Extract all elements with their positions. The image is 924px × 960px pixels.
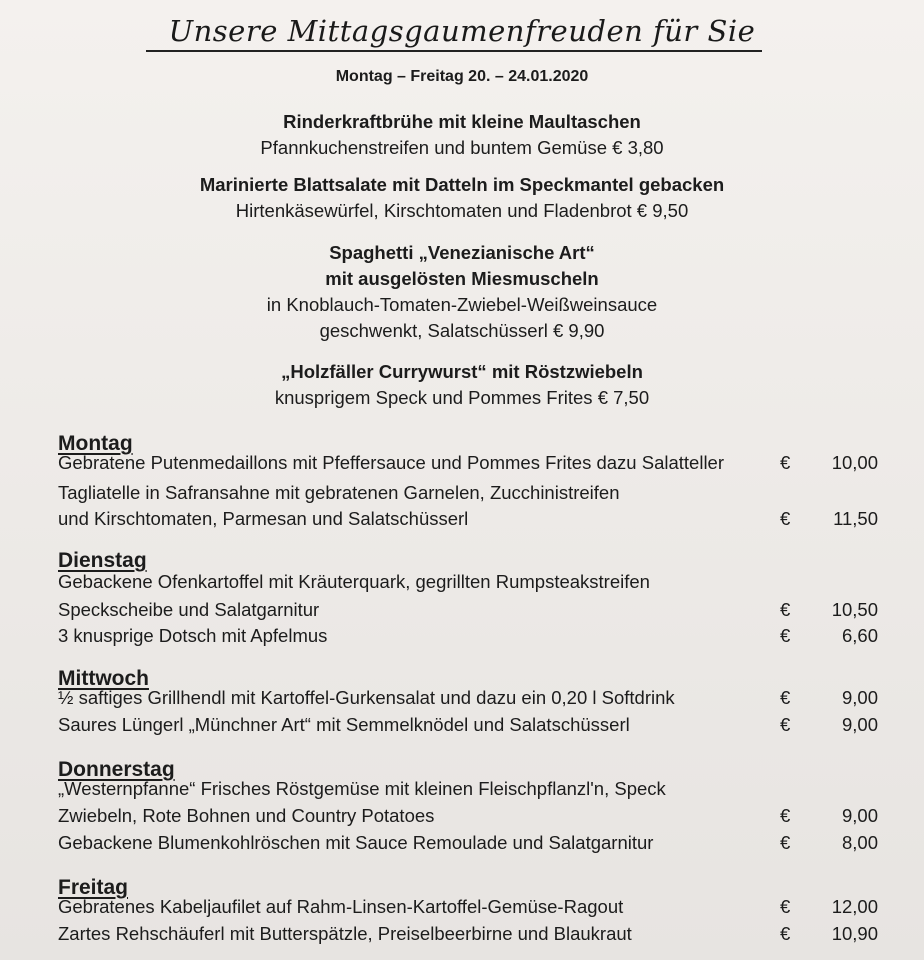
- dish-price: 9,00: [841, 687, 878, 708]
- dish-text: „Westernpfanne“ Frisches Röstgemüse mit kleinen Fleischpflanzl'n, Speck: [58, 778, 666, 799]
- dish-text: und Kirschtomaten, Parmesan und Salatschüsserl: [58, 508, 469, 529]
- special-1: [0, 109, 924, 161]
- dish-text: Tagliatelle in Safransahne mit gebratenen Garnelen, Zucchinistreifen: [58, 482, 620, 503]
- dish-text: Saures Lüngerl „Münchner Art“ mit Semmelknödel und Salatschüsserl: [58, 714, 630, 735]
- euro-sign: €: [780, 896, 791, 917]
- title-underline: [146, 50, 762, 52]
- euro-sign: €: [780, 687, 791, 708]
- dish-text: Zwiebeln, Rote Bohnen und Country Potatoes: [58, 805, 435, 826]
- menu-row: [58, 776, 878, 802]
- euro-sign: €: [780, 923, 791, 944]
- date-range: Montag – Freitag 20. – 24.01.2020: [335, 68, 589, 85]
- menu-row: [58, 921, 878, 947]
- special-2-name: Marinierte Blattsalate mit Datteln im Speckmantel gebacken: [199, 174, 725, 195]
- dish-text: Speckscheibe und Salatgarnitur: [58, 599, 320, 620]
- day-heading-montag: Montag: [58, 432, 133, 455]
- special-3-name-2: mit ausgelösten Miesmuscheln: [325, 268, 599, 289]
- special-1-desc: Pfannkuchenstreifen und buntem Gemüse € 3,80: [260, 137, 664, 158]
- special-4: [0, 359, 924, 411]
- day-heading-dienstag: Dienstag: [58, 549, 147, 572]
- menu-row: [58, 480, 878, 506]
- dish-price: 11,50: [833, 508, 878, 529]
- euro-sign: €: [780, 508, 791, 529]
- dish-text: Gebackene Blumenkohlröschen mit Sauce Remoulade und Salatgarnitur: [58, 832, 654, 853]
- day-heading-mittwoch: Mittwoch: [58, 667, 149, 690]
- dish-text: 3 knusprige Dotsch mit Apfelmus: [58, 625, 328, 646]
- menu-row: [58, 597, 878, 623]
- menu-row: [58, 712, 878, 738]
- menu-row: [58, 803, 878, 829]
- dish-price: 6,60: [841, 625, 878, 646]
- special-3-desc: in Knoblauch-Tomaten-Zwiebel-Weißweinsauce: [266, 294, 658, 315]
- special-4-name: „Holzfäller Currywurst“ mit Röstzwiebeln: [281, 361, 643, 382]
- dish-price: 8,00: [841, 832, 878, 853]
- special-2: [0, 172, 924, 224]
- menu-row: [58, 569, 878, 595]
- dish-price: 10,00: [831, 452, 878, 473]
- dish-text: Gebratene Putenmedaillons mit Pfeffersauce und Pommes Frites dazu Salatteller: [58, 452, 724, 473]
- dish-text: Zartes Rehschäuferl mit Butterspätzle, Preiselbeerbirne und Blaukraut: [58, 923, 632, 944]
- dish-price: 9,00: [841, 714, 878, 735]
- euro-sign: €: [780, 714, 791, 735]
- euro-sign: €: [780, 832, 791, 853]
- menu-title: Unsere Mittagsgaumenfreuden für Sie: [168, 14, 756, 48]
- euro-sign: €: [780, 452, 791, 473]
- special-4-desc: knusprigem Speck und Pommes Frites € 7,50: [274, 387, 650, 408]
- day-heading-donnerstag: Donnerstag: [58, 758, 175, 781]
- dish-text: Gebratenes Kabeljaufilet auf Rahm-Linsen-Kartoffel-Gemüse-Ragout: [58, 896, 624, 917]
- menu-row: [58, 685, 878, 711]
- special-3-name: Spaghetti „Venezianische Art“: [329, 242, 595, 263]
- special-2-desc: Hirtenkäsewürfel, Kirschtomaten und Fladenbrot € 9,50: [235, 200, 689, 221]
- special-3-desc-2: geschwenkt, Salatschüsserl € 9,90: [319, 320, 605, 341]
- dish-text: Gebackene Ofenkartoffel mit Kräuterquark, gegrillten Rumpsteakstreifen: [58, 571, 650, 592]
- special-1-name: Rinderkraftbrühe mit kleine Maultaschen: [283, 111, 641, 132]
- menu-row: [58, 506, 878, 532]
- menu-row: [58, 894, 878, 920]
- dish-price: 9,00: [841, 805, 878, 826]
- menu-row: [58, 623, 878, 649]
- euro-sign: €: [780, 599, 791, 620]
- dish-price: 12,00: [831, 896, 878, 917]
- special-3: [0, 240, 924, 344]
- menu-row: [58, 450, 878, 476]
- dish-price: 10,50: [831, 599, 878, 620]
- euro-sign: €: [780, 805, 791, 826]
- day-heading-freitag: Freitag: [58, 876, 129, 899]
- dish-text: ½ saftiges Grillhendl mit Kartoffel-Gurkensalat und dazu ein 0,20 l Softdrink: [58, 687, 675, 708]
- dish-price: 10,90: [831, 923, 878, 944]
- menu-row: [58, 830, 878, 856]
- euro-sign: €: [780, 625, 791, 646]
